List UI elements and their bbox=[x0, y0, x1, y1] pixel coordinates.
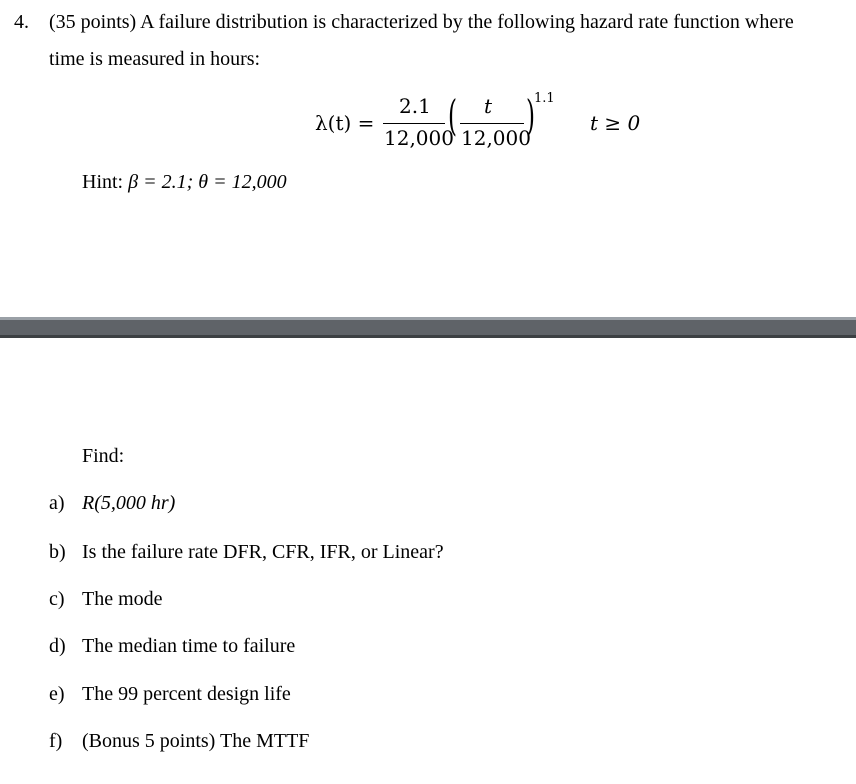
equation-condition: t ≥ 0 bbox=[590, 111, 641, 135]
left-paren: ( bbox=[448, 91, 458, 140]
hint-theta: θ = 12,000 bbox=[198, 171, 287, 193]
find-item-marker: e) bbox=[49, 683, 65, 705]
hint-beta: β = 2.1; bbox=[128, 171, 194, 193]
find-item-b: Is the failure rate DFR, CFR, IFR, or Linear? bbox=[82, 541, 444, 563]
exponent: 1.1 bbox=[534, 91, 555, 106]
fraction-1-denominator: 12,000 bbox=[384, 126, 454, 150]
right-paren: ) bbox=[526, 91, 536, 140]
equation-lhs: λ(t) = bbox=[315, 111, 375, 135]
question-line-1 bbox=[49, 12, 794, 32]
find-item-marker: d) bbox=[49, 635, 66, 657]
find-item-marker: b) bbox=[49, 541, 66, 563]
question-points: (35 points) bbox=[49, 11, 137, 33]
fraction-1-numerator: 2.1 bbox=[399, 94, 431, 118]
page-divider bbox=[0, 317, 856, 338]
fraction-2-numerator: t bbox=[484, 94, 493, 118]
question-line-2: time is measured in hours: bbox=[49, 48, 261, 70]
fraction-2-denominator: 12,000 bbox=[461, 126, 531, 150]
question-text-1: A failure distribution is characterized by the following hazard rate function where bbox=[140, 11, 794, 33]
find-item-c: The mode bbox=[82, 588, 163, 610]
find-item-marker: c) bbox=[49, 588, 65, 610]
find-item-e: The 99 percent design life bbox=[82, 683, 291, 705]
find-item-f: (Bonus 5 points) The MTTF bbox=[82, 730, 310, 752]
find-item-marker: f) bbox=[49, 730, 63, 752]
find-item-marker: a) bbox=[49, 492, 65, 514]
question-number: 4. bbox=[14, 11, 29, 33]
find-item-a: R(5,000 hr) bbox=[82, 492, 176, 514]
fraction-1-bar bbox=[383, 123, 445, 124]
find-label: Find: bbox=[82, 445, 125, 467]
hint-label: Hint: bbox=[82, 171, 124, 193]
hint bbox=[82, 172, 287, 192]
fraction-2-bar bbox=[460, 123, 524, 124]
find-item-d: The median time to failure bbox=[82, 635, 296, 657]
